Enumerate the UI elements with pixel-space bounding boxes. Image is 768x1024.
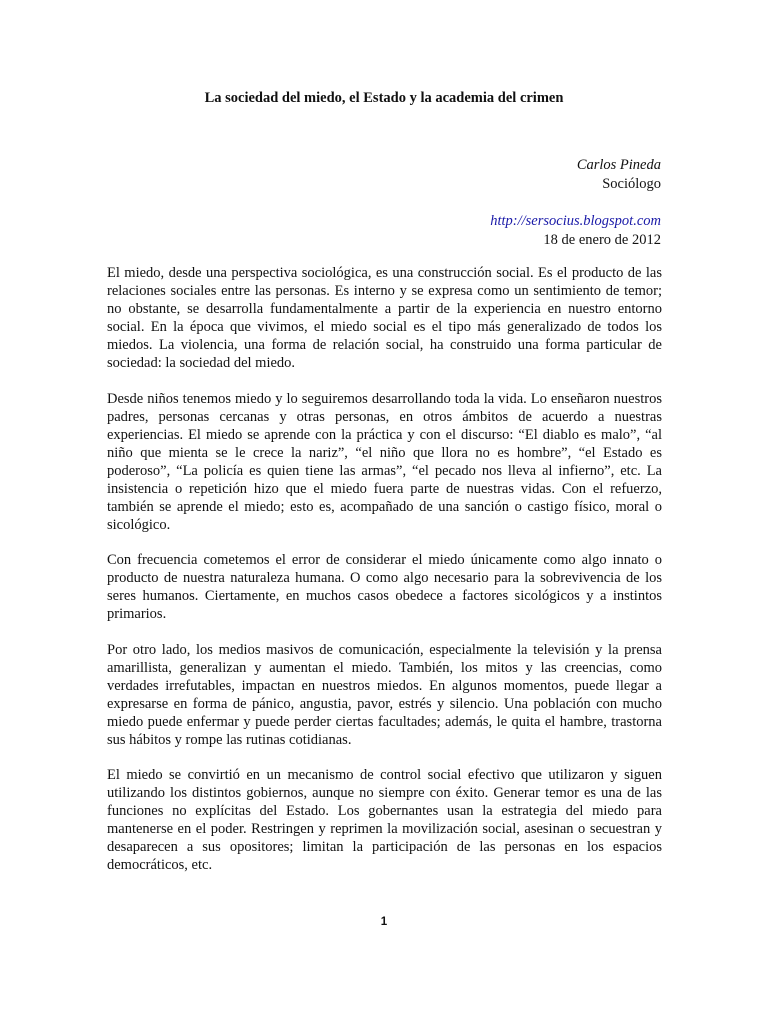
paragraph: Desde niños tenemos miedo y lo seguiremos desarrollando toda la vida. Lo enseñaron nuestros padres, personas cercanas y otras personas, en otros ámbitos de acuerdo a nuestras experiencias. El miedo se aprende con la práctica y con el discurso: “El diablo es malo”, “al niño que mienta se le crece la nariz”, “el niño que llora no es hombre”, “el Estado es poderoso”, “La policía es quien tiene las armas”, “el pecado nos lleva al infierno”, etc. La insistencia o repetición hizo que el miedo fuera parte de nuestras vidas. Con el refuerzo, también se aprende el miedo; esto es, acompañado de una sanción o castigo físico, moral o sicológico.: [107, 390, 662, 533]
page-number: 1: [380, 916, 388, 928]
document-date: 18 de enero de 2012: [543, 232, 661, 248]
document-title: La sociedad del miedo, el Estado y la academia del crimen: [204, 90, 564, 106]
paragraph: El miedo, desde una perspectiva sociológica, es una construcción social. Es el producto de las relaciones sociales entre las personas. Es interno y se expresa como un sentimiento de temor; no obstante, se desarrolla fundamentalmente a partir de la experiencia en nuestro entorno social. En la época que vivimos, el miedo social es el tipo más generalizado de todos los miedos. La violencia, una forma de relación social, ha construido una forma particular de sociedad: la sociedad del miedo.: [107, 265, 662, 371]
paragraph: Por otro lado, los medios masivos de comunicación, especialmente la televisión y la prensa amarillista, generalizan y aumentan el miedo. También, los mitos y las creencias, como verdades irrefutables, impactan en nuestros miedos. En algunos momentos, puede llegar a expresarse en forma de pánico, angustia, pavor, estrés y silencio. Una población con mucho miedo puede enfermar y puede perder ciertas facultades; además, le quita el hambre, trastorna sus hábitos y rompe las rutinas cotidianas.: [107, 641, 662, 748]
paragraph: El miedo se convirtió en un mecanismo de control social efectivo que utilizaron y siguen utilizando los distintos gobiernos, aunque no siempre con éxito. Generar temor es una de las funciones no explícitas del Estado. Los gobernantes usan la estrategia del miedo para mantenerse en el poder. Restringen y reprimen la movilización social, asesinan o secuestran y desaparecen a sus opositores; limitan la participación de las personas en los espacios democráticos, etc.: [107, 767, 662, 873]
author-role: Sociólogo: [602, 176, 661, 192]
author-block: [577, 156, 661, 194]
body-text: [107, 264, 662, 892]
paragraph: Con frecuencia cometemos el error de considerar el miedo únicamente como algo innato o producto de nuestra naturaleza humana. O como algo necesario para la sobrevivencia de los seres humanos. Ciertamente, en muchos casos obedece a factores sicológicos y a instintos primarios.: [107, 552, 662, 622]
meta-block: [490, 212, 661, 250]
blog-link[interactable]: http://sersocius.blogspot.com: [490, 213, 661, 229]
author-name: Carlos Pineda: [576, 157, 661, 173]
